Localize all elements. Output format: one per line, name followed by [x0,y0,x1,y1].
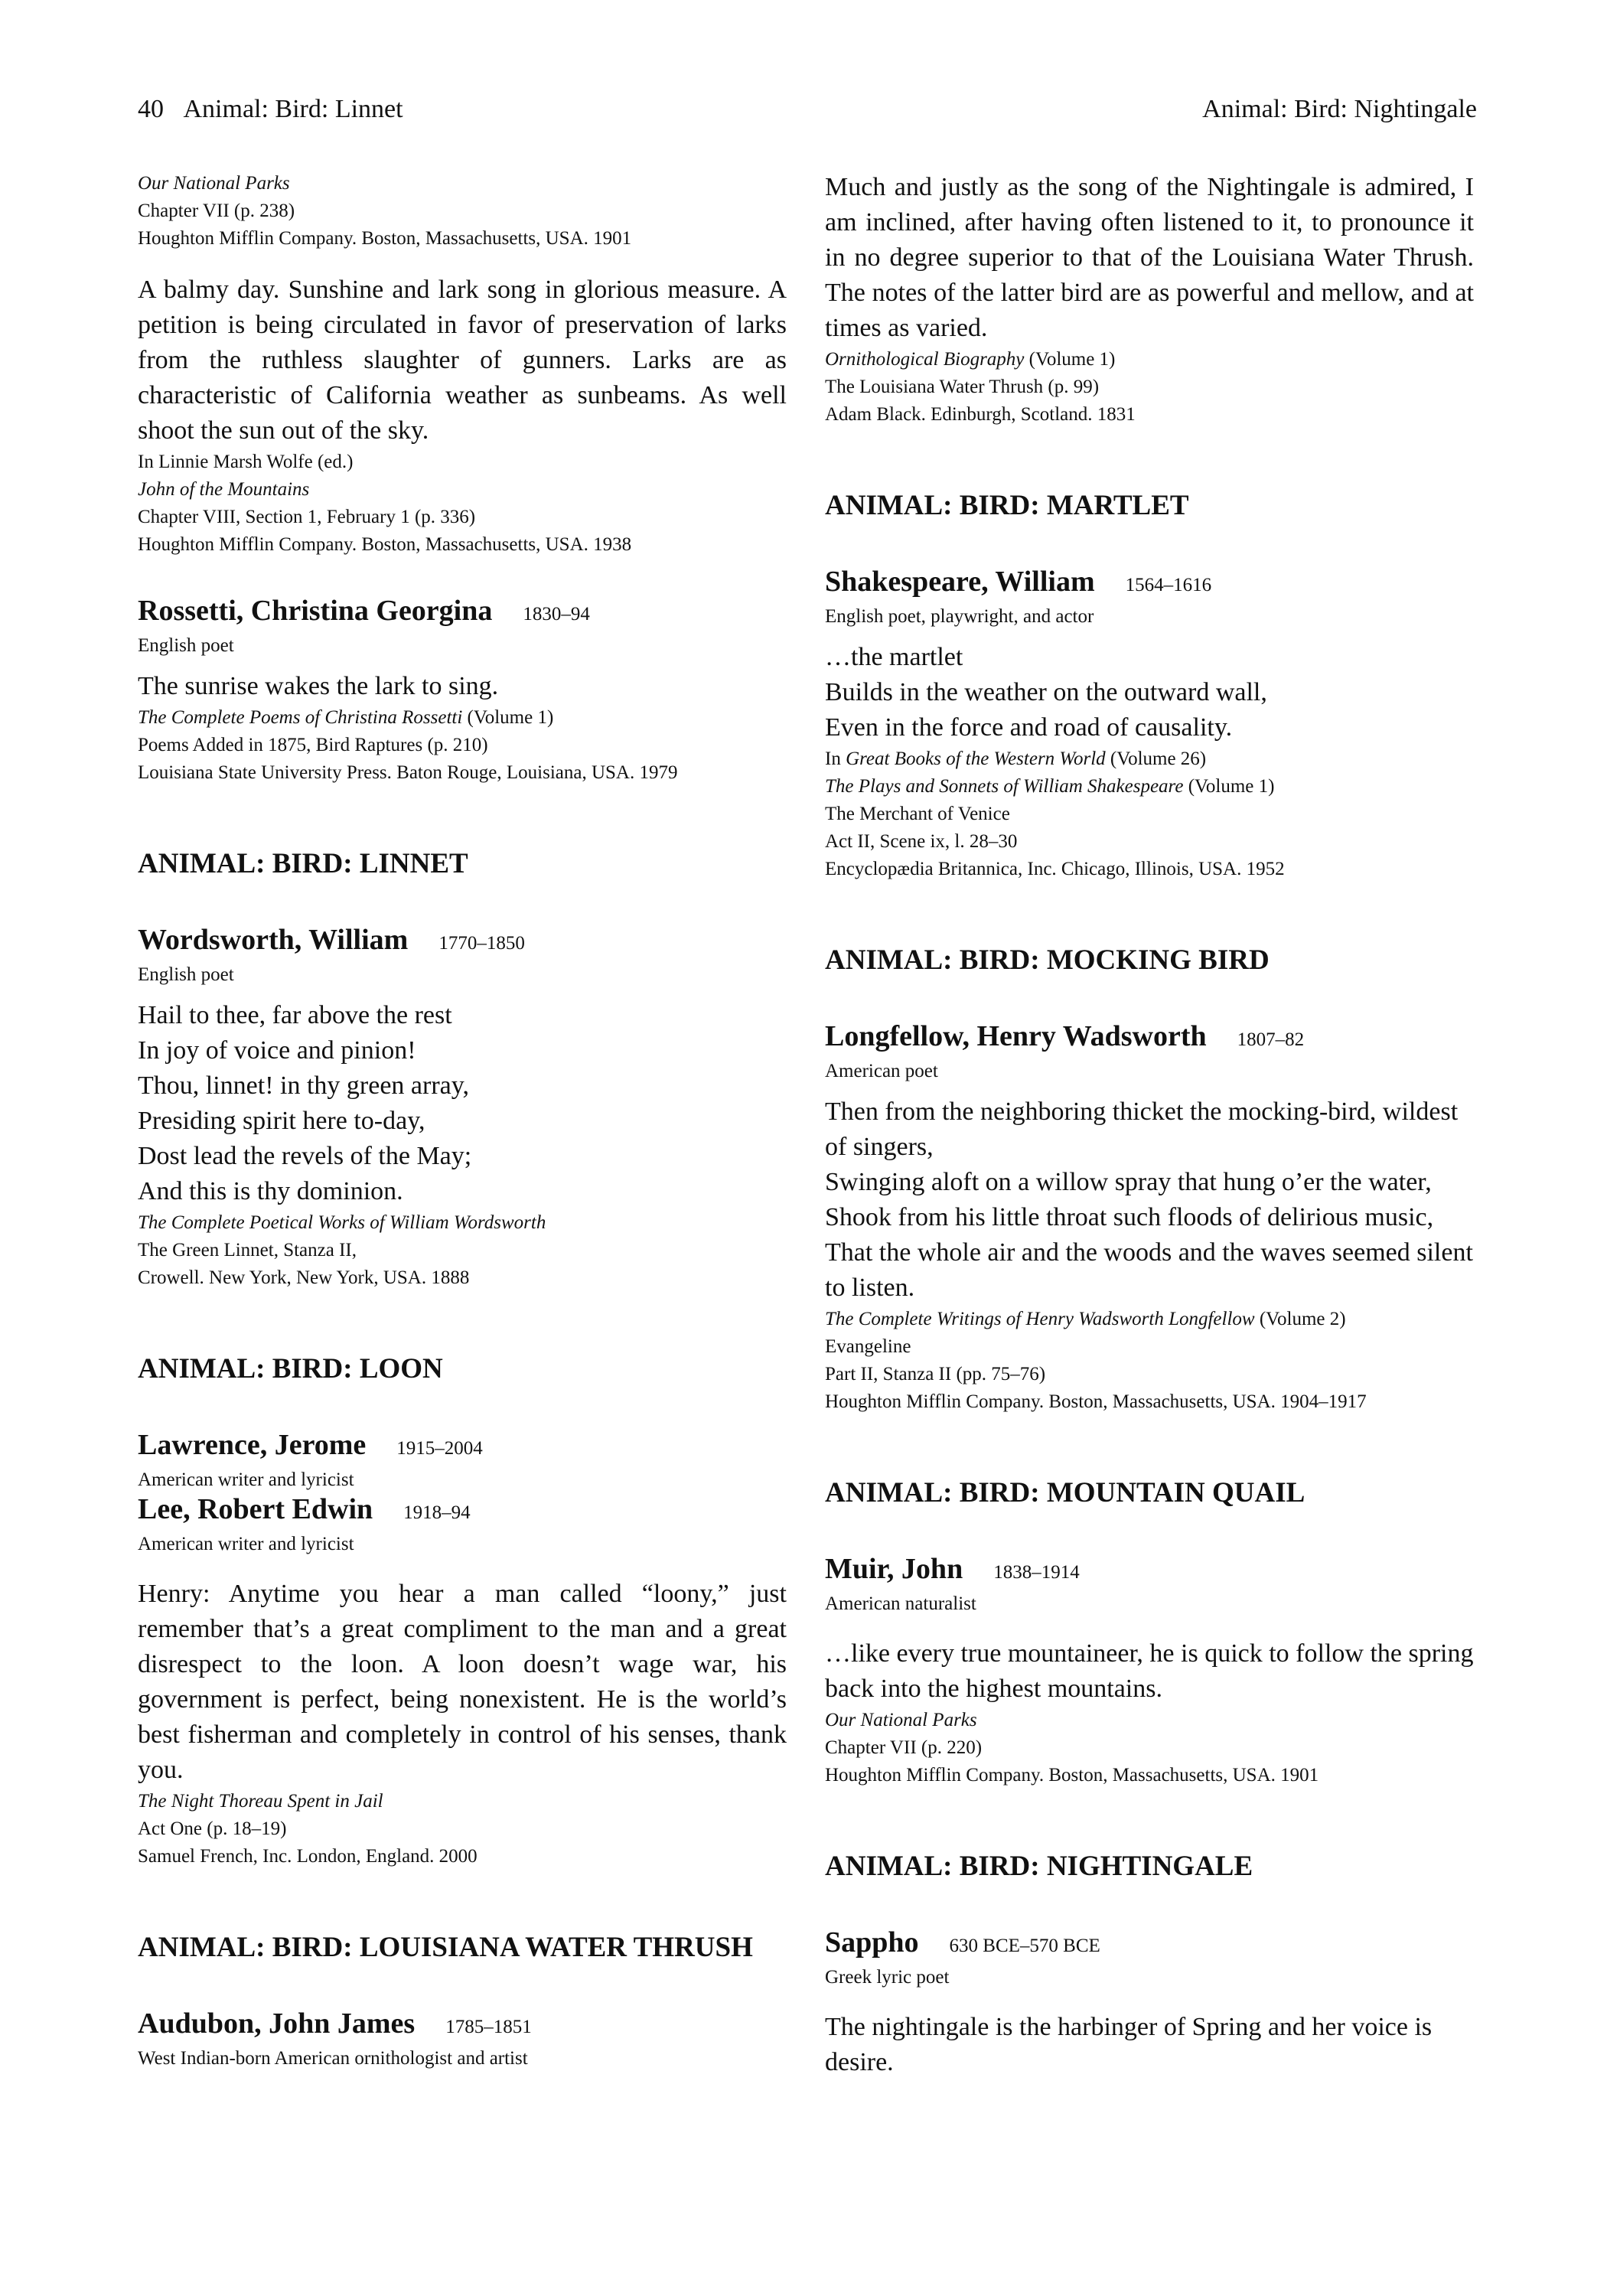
citation-line: The Complete Poems of Christina Rossetti (Volume 1) [138,707,554,728]
author-description: Greek lyric poet [825,1967,950,1988]
citation-line: Louisiana State University Press. Baton Rouge, Louisiana, USA. 1979 [138,762,678,783]
citation-line: In Great Books of the Western World (Volume 26) [825,748,1207,769]
quote-text: …like every true mountaineer, he is quick to follow the spring back into the highest mountains. [825,1639,1474,1703]
citation-title: The Complete Writings of Henry Wadsworth Longfellow [825,1309,1255,1329]
citation-line: Houghton Mifflin Company. Boston, Massachusetts, USA. 1901 [825,1765,1319,1786]
citation-title: Great Books of the Western World [846,748,1106,769]
citation-line: Crowell. New York, New York, USA. 1888 [138,1267,470,1288]
section-heading: ANIMAL: BIRD: MOUNTAIN QUAIL [825,1477,1305,1508]
author-description: English poet, playwright, and actor [825,606,1094,627]
author-description: American writer and lyricist [138,1534,354,1554]
citation-line: The Plays and Sonnets of William Shakespeare (Volume 1) [825,776,1275,797]
author-name: Shakespeare, William [825,566,1095,598]
author-heading [825,565,1474,605]
verse-line: Shook from his little throat such floods of delirious music, [825,1203,1434,1231]
section-heading: ANIMAL: BIRD: MARTLET [825,490,1189,521]
verse-line: Hail to thee, far above the rest [138,1001,452,1029]
citation-title: The Plays and Sonnets of William Shakespeare [825,776,1184,797]
author-heading [825,1019,1474,1059]
author-name: Lawrence, Jerome [138,1429,367,1461]
author-heading [138,923,787,963]
quote-text: Much and justly as the song of the Nightingale is admired, I am inclined, after having often listened to it, to pronounce it in no degree superior to that of the Louisiana Water Thrush. The notes of the latter bird are as powerful and mellow, and at times as varied. [825,173,1474,342]
section-heading: ANIMAL: BIRD: LOON [138,1353,443,1384]
author-heading [825,1926,1474,1965]
author-dates: 1830–94 [523,604,590,625]
citation-line: Houghton Mifflin Company. Boston, Massachusetts, USA. 1901 [138,228,632,249]
citation-line: Chapter VII (p. 238) [138,201,295,221]
running-header [138,95,1477,133]
author-dates: 1838–1914 [993,1562,1080,1583]
author-name: Lee, Robert Edwin [138,1493,373,1525]
citation-line: Poems Added in 1875, Bird Raptures (p. 210) [138,735,488,755]
verse-line: Thou, linnet! in thy green array, [138,1071,470,1100]
citation-title: The Complete Poems of Christina Rossetti [138,707,463,728]
author-name: Audubon, John James [138,2007,416,2040]
author-heading [825,1552,1474,1592]
citation-line: Encyclopædia Britannica, Inc. Chicago, Illinois, USA. 1952 [825,859,1285,879]
quote-text: A balmy day. Sunshine and lark song in glorious measure. A petition is being circulated in favor of preservation of larks from the ruthless slaughter of gunners. Larks are as characteristic of California weather as sunbeams. As well shoot the sun out of the sky. [138,276,787,445]
citation-line: Houghton Mifflin Company. Boston, Massachusetts, USA. 1904–1917 [825,1391,1367,1412]
author-description: American naturalist [825,1593,976,1614]
citation-line: Houghton Mifflin Company. Boston, Massachusetts, USA. 1938 [138,534,632,555]
author-description: English poet [138,964,234,985]
author-dates: 1564–1616 [1125,575,1212,595]
verse-line: And this is thy dominion. [138,1177,403,1205]
verse-line: Dost lead the revels of the May; [138,1142,472,1170]
author-description: West Indian-born American ornithologist and artist [138,2048,528,2069]
author-description: American writer and lyricist [138,1469,354,1490]
right-column [825,170,1474,2080]
section-heading: ANIMAL: BIRD: LINNET [138,848,468,879]
author-dates: 1915–2004 [396,1438,483,1459]
citation-line: The Louisiana Water Thrush (p. 99) [825,377,1100,397]
section-heading: ANIMAL: BIRD: LOUISIANA WATER THRUSH [138,1932,753,1963]
author-dates: 1807–82 [1237,1029,1305,1050]
author-heading [138,1428,787,1468]
citation-line: The Complete Writings of Henry Wadsworth Longfellow (Volume 2) [825,1309,1346,1329]
citation-line: Act One (p. 18–19) [138,1818,287,1839]
citation-line: The Green Linnet, Stanza II, [138,1240,357,1261]
author-description: English poet [138,635,234,656]
citation-title: The Night Thoreau Spent in Jail [138,1791,383,1812]
verse-line: In joy of voice and pinion! [138,1036,416,1065]
author-dates: 1770–1850 [438,933,525,954]
quote-text: Henry: Anytime you hear a man called “loony,” just remember that’s a great compliment to the man and a great disrespect to the loon. A loon doesn’t wage war, his government is perfect, being nonexistent. He is the world’s best fisherman and completely in control of his senses, thank you. [138,1580,787,1784]
verse-line: …the martlet [825,643,963,671]
citation-line: The Merchant of Venice [825,804,1010,824]
author-name: Rossetti, Christina Georgina [138,595,493,627]
citation-title: Our National Parks [138,173,290,194]
quote-text: The sunrise wakes the lark to sing. [138,672,499,700]
section-heading: ANIMAL: BIRD: MOCKING BIRD [825,944,1270,976]
citation-title: The Complete Poetical Works of William Wordsworth [138,1212,546,1233]
verse-line: That the whole air and the woods and the waves seemed silent to listen. [825,1238,1473,1302]
verse-line: Presiding spirit here to-day, [138,1107,425,1135]
citation-line: Adam Black. Edinburgh, Scotland. 1831 [825,404,1136,425]
verse-line: Even in the force and road of causality. [825,713,1233,742]
citation-title: John of the Mountains [138,479,310,500]
header-left-title: Animal: Bird: Linnet [183,95,403,123]
citation-line: Act II, Scene ix, l. 28–30 [825,831,1018,852]
author-heading [138,594,787,634]
page-number: 40 [138,95,164,123]
author-name: Muir, John [825,1553,963,1585]
verse-line: Builds in the weather on the outward wall, [825,678,1267,706]
author-heading [138,2007,787,2047]
citation-line: Ornithological Biography (Volume 1) [825,349,1116,370]
verse-line: Swinging aloft on a willow spray that hung o’er the water, [825,1168,1432,1196]
header-right-title: Animal: Bird: Nightingale [1202,95,1477,123]
citation-line: Samuel French, Inc. London, England. 2000 [138,1846,478,1867]
author-dates: 1785–1851 [445,2017,532,2037]
section-heading: ANIMAL: BIRD: NIGHTINGALE [825,1851,1253,1882]
citation-line: Part II, Stanza II (pp. 75–76) [825,1364,1046,1384]
citation-title: Our National Parks [825,1710,977,1730]
author-heading [138,1492,787,1532]
left-column [138,170,787,2071]
header-left [138,95,403,124]
author-name: Wordsworth, William [138,924,409,956]
author-name: Longfellow, Henry Wadsworth [825,1020,1207,1052]
verse-line: Then from the neighboring thicket the mocking-bird, wildest of singers, [825,1097,1459,1161]
author-dates: 630 BCE–570 BCE [949,1936,1100,1956]
citation-line: Chapter VII (p. 220) [825,1737,983,1758]
author-dates: 1918–94 [403,1502,471,1523]
author-name: Sappho [825,1926,919,1958]
citation-line: Evangeline [825,1336,911,1357]
citation-title: Ornithological Biography [825,349,1025,370]
citation-line: Chapter VIII, Section 1, February 1 (p. 336) [138,507,476,527]
citation-line: In Linnie Marsh Wolfe (ed.) [138,452,354,472]
quote-text: The nightingale is the harbinger of Spring and her voice is desire. [825,2013,1433,2076]
author-description: American poet [825,1061,938,1081]
